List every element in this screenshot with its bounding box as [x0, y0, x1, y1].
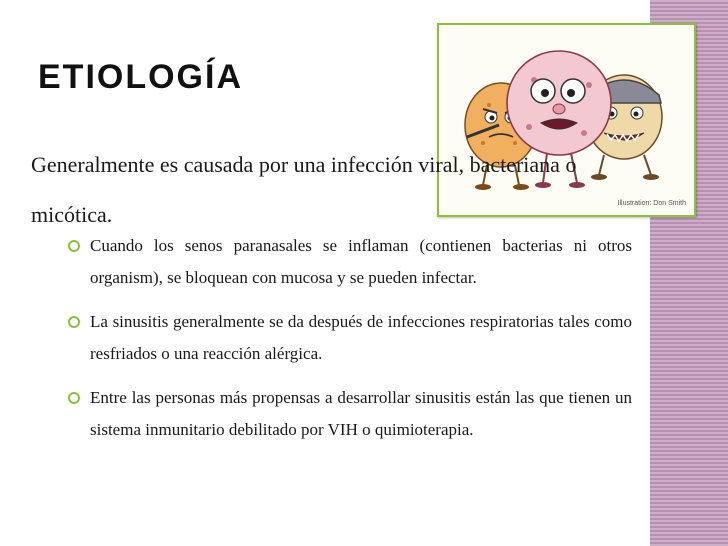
bullet-list: [68, 230, 632, 458]
bullet-text: Entre las personas más propensas a desarrollar sinusitis están las que tienen un sistema inmunitario debilitado por VIH o quimioterapia.: [90, 388, 632, 439]
bullet-item-1: [68, 230, 632, 294]
illustration-credit: Illustration: Don Smith: [617, 200, 686, 207]
slide-title: ETIOLOGÍA: [38, 58, 243, 96]
bullet-text: Cuando los senos paranasales se inflaman (contienen bacterias ni otros organism), se bloquean con mucosa y se pueden infectar.: [90, 236, 632, 287]
bullet-ring-icon: [68, 240, 80, 252]
intro-paragraph: Generalmente es causada por una infección viral, bacteriana o micótica.: [31, 152, 577, 227]
bullet-ring-icon: [68, 316, 80, 328]
bullet-ring-icon: [68, 392, 80, 404]
bullet-item-2: [68, 306, 632, 370]
bullet-item-3: [68, 382, 632, 446]
bullet-text: La sinusitis generalmente se da después de infecciones respiratorias tales como resfriados o una reacción alérgica.: [90, 312, 632, 363]
